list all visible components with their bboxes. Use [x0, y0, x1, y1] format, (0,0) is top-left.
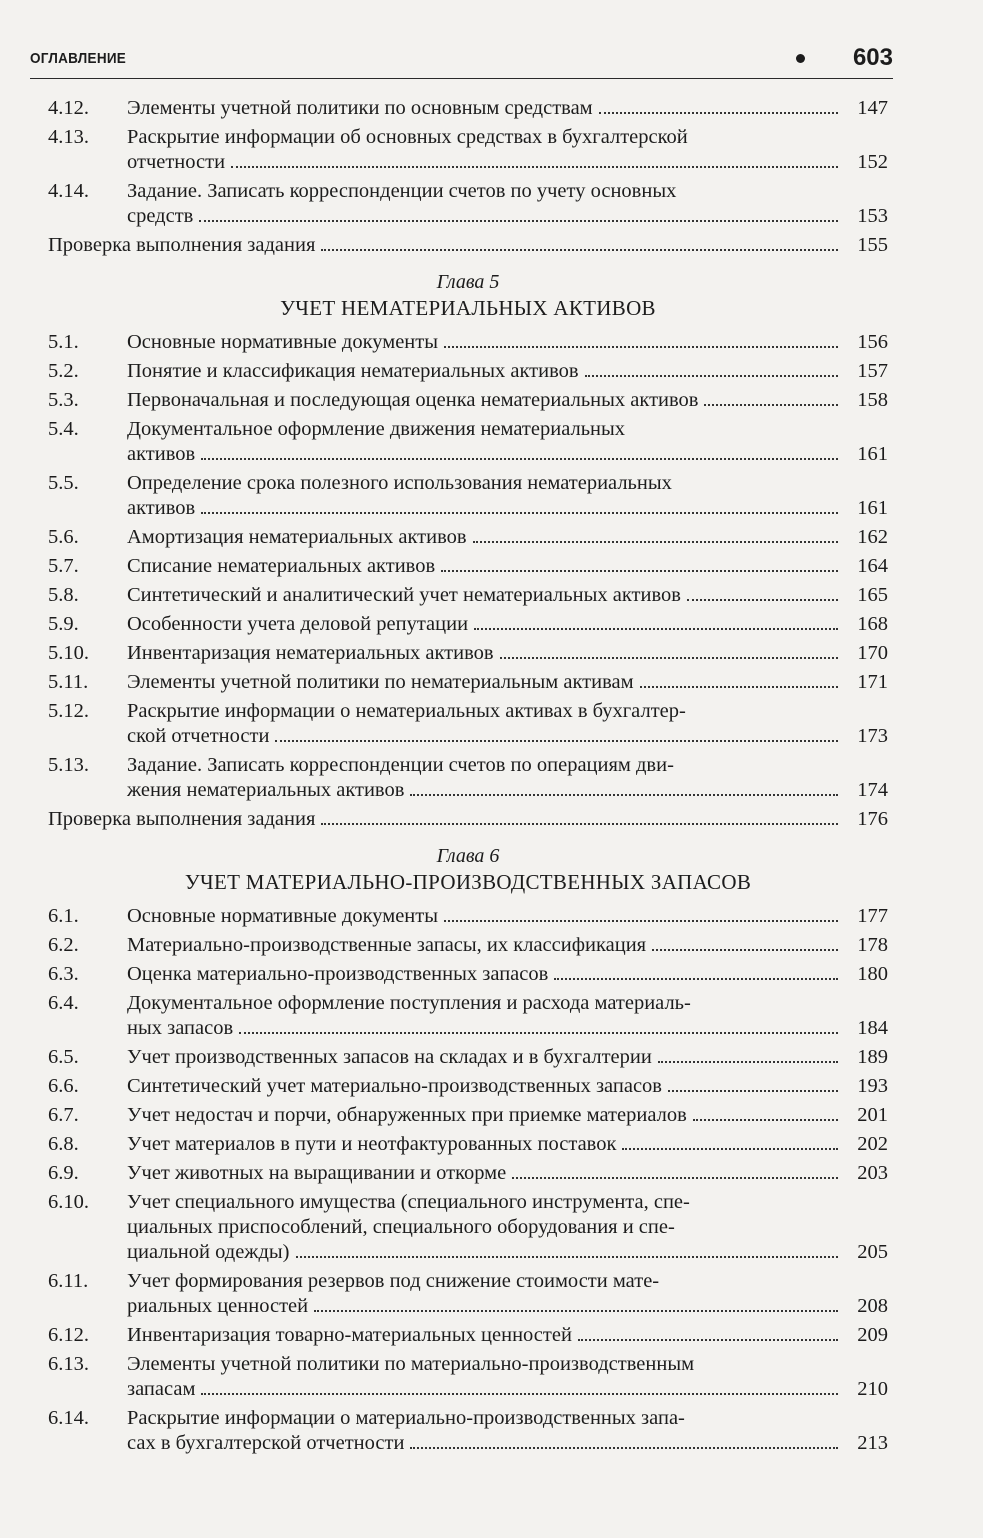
toc-entry[interactable] [48, 583, 888, 608]
dot-leader [321, 823, 838, 825]
entry-text [127, 1045, 842, 1070]
dot-leader [578, 1339, 838, 1341]
entry-line [127, 904, 842, 929]
toc-entry[interactable] [48, 1045, 888, 1070]
entry-page: 156 [857, 331, 888, 353]
toc-entry[interactable] [48, 962, 888, 987]
entry-line [127, 1406, 842, 1431]
entry-line [127, 496, 842, 521]
toc-entry[interactable] [48, 612, 888, 637]
entry-line [127, 778, 842, 803]
entry-line [127, 1074, 842, 1099]
dot-leader [410, 1447, 838, 1449]
toc-entry[interactable] [48, 1190, 888, 1265]
dot-leader [554, 978, 838, 980]
entry-line [127, 1352, 842, 1377]
entry-line-text: Инвентаризация нематериальных активов [127, 642, 494, 664]
entry-line-text: Раскрытие информации о нематериальных активах в бухгалтер- [127, 700, 686, 722]
toc-entry[interactable] [48, 233, 888, 258]
entry-text [127, 96, 842, 121]
entry-line-text: Учет формирования резервов под снижение стоимости мате- [127, 1270, 660, 1292]
entry-line-text: Основные нормативные документы [127, 905, 439, 927]
dot-leader [201, 458, 838, 460]
entry-line [127, 1377, 842, 1402]
entry-line-text: риальных ценностей [127, 1295, 309, 1317]
entry-page: 152 [857, 151, 888, 173]
entry-line-text: Учет недостач и порчи, обнаруженных при приемке материалов [127, 1104, 687, 1126]
entry-line [127, 471, 842, 496]
toc-entry[interactable] [48, 330, 888, 355]
entry-line-text: Элементы учетной политики по основным средствам [127, 97, 593, 119]
entry-line [127, 1190, 842, 1215]
dot-leader [239, 1032, 838, 1034]
entry-page: 208 [857, 1295, 888, 1317]
entry-text [127, 1161, 842, 1186]
entry-page: 153 [857, 205, 888, 227]
entry-number: 6.14. [48, 1407, 89, 1429]
entry-line [48, 807, 842, 832]
entry-line [127, 150, 842, 175]
dot-leader [201, 1393, 838, 1395]
entry-page: 176 [857, 808, 888, 830]
entry-line-text: Синтетический учет материально-производственных запасов [127, 1075, 662, 1097]
entry-text [127, 612, 842, 637]
dot-leader [441, 570, 838, 572]
entry-text [127, 1103, 842, 1128]
entry-text [127, 417, 842, 467]
entry-page: 209 [857, 1324, 888, 1346]
entry-number: 5.10. [48, 642, 89, 664]
entry-line-text: средств [127, 205, 194, 227]
entry-line-text: Задание. Записать корреспонденции счетов по операциям дви- [127, 754, 674, 776]
entry-line-text: Особенности учета деловой репутации [127, 613, 469, 635]
toc-entry[interactable] [48, 1323, 888, 1348]
entry-page: 157 [857, 360, 888, 382]
entry-line-text: Документальное оформление движения нематериальных [127, 418, 626, 440]
toc-entry[interactable] [48, 1406, 888, 1456]
entry-number: 5.12. [48, 700, 89, 722]
entry-line [127, 96, 842, 121]
entry-page: 180 [857, 963, 888, 985]
entry-text [127, 670, 842, 695]
entry-line-text: Проверка выполнения задания [48, 808, 316, 830]
entry-page: 184 [857, 1017, 888, 1039]
entry-line [127, 1323, 842, 1348]
toc-entry[interactable] [48, 904, 888, 929]
dot-leader [231, 166, 838, 168]
entry-line [127, 388, 842, 413]
entry-number: 6.9. [48, 1162, 79, 1184]
entry-line-text: Оценка материально-производственных запасов [127, 963, 549, 985]
entry-text [127, 991, 842, 1041]
entry-page: 203 [857, 1162, 888, 1184]
dot-leader [410, 794, 838, 796]
entry-line [127, 442, 842, 467]
entry-line-text: активов [127, 443, 196, 465]
entry-line-text: Раскрытие информации об основных средствах в бухгалтерской [127, 126, 688, 148]
entry-number: 6.10. [48, 1191, 89, 1213]
entry-line [127, 724, 842, 749]
dot-leader [640, 686, 838, 688]
dot-leader [296, 1256, 839, 1258]
entry-page: 170 [857, 642, 888, 664]
entry-line [127, 1240, 842, 1265]
entry-text [127, 330, 842, 355]
dot-leader [444, 346, 838, 348]
entry-text [127, 388, 842, 413]
toc-entry[interactable] [48, 641, 888, 666]
entry-line-text: запасам [127, 1378, 196, 1400]
entry-line [127, 204, 842, 229]
chapter-title: УЧЕТ МАТЕРИАЛЬНО-ПРОИЗВОДСТВЕННЫХ ЗАПАСОВ [184, 870, 752, 894]
dot-leader [658, 1061, 838, 1063]
toc-entry[interactable] [48, 1269, 888, 1319]
entry-page: 171 [857, 671, 888, 693]
entry-line [127, 991, 842, 1016]
entry-line-text: активов [127, 497, 196, 519]
entry-number: 6.7. [48, 1104, 79, 1126]
entry-line [127, 525, 842, 550]
toc-entry[interactable] [48, 554, 888, 579]
entry-number: 5.4. [48, 418, 79, 440]
toc-entry[interactable] [48, 96, 888, 121]
dot-leader [201, 512, 838, 514]
dot-leader [473, 541, 838, 543]
entry-line-text: Инвентаризация товарно-материальных ценностей [127, 1324, 572, 1346]
entry-page: 174 [857, 779, 888, 801]
entry-number: 4.12. [48, 97, 89, 119]
entry-line-text: Документальное оформление поступления и расхода материаль- [127, 992, 691, 1014]
entry-number: 5.6. [48, 526, 79, 548]
entry-line [127, 1132, 842, 1157]
entry-line [127, 583, 842, 608]
entry-text [127, 583, 842, 608]
entry-text [48, 807, 842, 832]
bullet-icon [796, 54, 805, 63]
chapter-label: Глава 6 [436, 845, 500, 867]
toc-entry[interactable] [48, 670, 888, 695]
entry-line [127, 933, 842, 958]
entry-number: 5.8. [48, 584, 79, 606]
entry-number: 5.11. [48, 671, 89, 693]
entry-line [127, 1294, 842, 1319]
entry-line-text: жения нематериальных активов [127, 779, 405, 801]
entry-number: 6.1. [48, 905, 79, 927]
entry-text [127, 125, 842, 175]
entry-page: 173 [857, 725, 888, 747]
entry-line [127, 1045, 842, 1070]
entry-number: 6.13. [48, 1353, 89, 1375]
entry-number: 5.1. [48, 331, 79, 353]
toc-entry[interactable] [48, 388, 888, 413]
entry-text [127, 962, 842, 987]
toc-entry[interactable] [48, 991, 888, 1041]
entry-page: 205 [857, 1241, 888, 1263]
entry-line [127, 417, 842, 442]
entry-line [127, 330, 842, 355]
entry-line [127, 641, 842, 666]
dot-leader [444, 920, 838, 922]
entry-line-text: отчетности [127, 151, 226, 173]
entry-page: 168 [857, 613, 888, 635]
toc-entry[interactable] [48, 1161, 888, 1186]
dot-leader [687, 599, 838, 601]
entry-number: 5.2. [48, 360, 79, 382]
entry-line [127, 554, 842, 579]
dot-leader [652, 949, 838, 951]
toc-entry[interactable] [48, 753, 888, 803]
entry-line-text: Задание. Записать корреспонденции счетов по учету основных [127, 180, 677, 202]
dot-leader [275, 740, 838, 742]
dot-leader [622, 1148, 838, 1150]
entry-page: 210 [857, 1378, 888, 1400]
toc-entry[interactable] [48, 525, 888, 550]
toc-entry[interactable] [48, 179, 888, 229]
entry-text [127, 904, 842, 929]
toc-entry[interactable] [48, 359, 888, 384]
entry-text [127, 1190, 842, 1265]
entry-line-text: Амортизация нематериальных активов [127, 526, 467, 548]
dot-leader [585, 375, 838, 377]
entry-text [48, 233, 842, 258]
toc-entry[interactable] [48, 807, 888, 832]
page-header [30, 44, 893, 79]
dot-leader [704, 404, 838, 406]
dot-leader [693, 1119, 838, 1121]
entry-number: 5.9. [48, 613, 79, 635]
dot-leader [668, 1090, 838, 1092]
entry-line-text: сах в бухгалтерской отчетности [127, 1432, 405, 1454]
entry-line [127, 359, 842, 384]
entry-line [127, 1103, 842, 1128]
entry-number: 6.12. [48, 1324, 89, 1346]
entry-page: 193 [857, 1075, 888, 1097]
entry-line-text: ных запасов [127, 1017, 234, 1039]
entry-number: 4.13. [48, 126, 89, 148]
entry-line-text: Элементы учетной политики по нематериальным активам [127, 671, 634, 693]
entry-number: 5.7. [48, 555, 79, 577]
entry-number: 6.4. [48, 992, 79, 1014]
toc-entry[interactable] [48, 1074, 888, 1099]
dot-leader [474, 628, 838, 630]
entry-text [127, 641, 842, 666]
entry-number: 6.6. [48, 1075, 79, 1097]
table-of-contents [48, 96, 888, 1460]
toc-entry[interactable] [48, 1103, 888, 1128]
entry-page: 177 [857, 905, 888, 927]
toc-entry[interactable] [48, 471, 888, 521]
entry-page: 165 [857, 584, 888, 606]
entry-page: 164 [857, 555, 888, 577]
entry-line-text: ской отчетности [127, 725, 270, 747]
entry-line [127, 1016, 842, 1041]
toc-entry[interactable] [48, 1352, 888, 1402]
entry-line-text: Списание нематериальных активов [127, 555, 436, 577]
entry-text [127, 525, 842, 550]
running-head-title: ОГЛАВЛЕНИЕ [30, 50, 127, 67]
entry-page: 161 [857, 443, 888, 465]
entry-line-text: Первоначальная и последующая оценка нематериальных активов [127, 389, 699, 411]
entry-line-text: Основные нормативные документы [127, 331, 439, 353]
entry-number: 5.5. [48, 472, 79, 494]
entry-number: 6.8. [48, 1133, 79, 1155]
entry-number: 6.3. [48, 963, 79, 985]
entry-line [127, 125, 842, 150]
entry-line [127, 179, 842, 204]
entry-line-text: Элементы учетной политики по материально-производственным [127, 1353, 695, 1375]
entry-page: 161 [857, 497, 888, 519]
entry-text [127, 1132, 842, 1157]
entry-line-text: Проверка выполнения задания [48, 234, 316, 256]
entry-text [127, 1406, 842, 1456]
entry-text [127, 933, 842, 958]
entry-page: 155 [857, 234, 888, 256]
entry-text [127, 1352, 842, 1402]
entry-page: 189 [857, 1046, 888, 1068]
entry-line-text: Учет специального имущества (специального инструмента, спе- [127, 1191, 690, 1213]
entry-number: 6.11. [48, 1270, 89, 1292]
entry-text [127, 554, 842, 579]
entry-number: 6.2. [48, 934, 79, 956]
chapter-label: Глава 5 [436, 271, 500, 293]
dot-leader [199, 220, 838, 222]
toc-entry[interactable] [48, 933, 888, 958]
dot-leader [321, 249, 838, 251]
entry-line-text: Раскрытие информации о материально-производственных запа- [127, 1407, 685, 1429]
entry-line [127, 753, 842, 778]
entry-number: 6.5. [48, 1046, 79, 1068]
entry-line-text: Синтетический и аналитический учет нематериальных активов [127, 584, 681, 606]
entry-line [127, 1269, 842, 1294]
entry-page: 178 [857, 934, 888, 956]
entry-line [48, 233, 842, 258]
toc-entry[interactable] [48, 125, 888, 175]
entry-line-text: Понятие и классификация нематериальных активов [127, 360, 579, 382]
dot-leader [314, 1310, 838, 1312]
entry-line-text: циальных приспособлений, специального оборудования и спе- [127, 1216, 675, 1238]
entry-number: 5.13. [48, 754, 89, 776]
dot-leader [512, 1177, 838, 1179]
entry-page: 147 [857, 97, 888, 119]
toc-entry[interactable] [48, 699, 888, 749]
dot-leader [599, 112, 838, 114]
entry-line [127, 699, 842, 724]
chapter-title: УЧЕТ НЕМАТЕРИАЛЬНЫХ АКТИВОВ [280, 296, 656, 320]
entry-line [127, 1161, 842, 1186]
toc-entry[interactable] [48, 1132, 888, 1157]
entry-text [127, 179, 842, 229]
entry-text [127, 471, 842, 521]
dot-leader [500, 657, 838, 659]
entry-line-text: Учет производственных запасов на складах и в бухгалтерии [127, 1046, 652, 1068]
entry-line [127, 612, 842, 637]
entry-page: 202 [857, 1133, 888, 1155]
entry-line-text: циальной одежды) [127, 1241, 290, 1263]
entry-text [127, 1323, 842, 1348]
entry-page: 158 [857, 389, 888, 411]
entry-number: 4.14. [48, 180, 89, 202]
entry-line-text: Определение срока полезного использования нематериальных [127, 472, 672, 494]
entry-text [127, 1269, 842, 1319]
entry-line-text: Учет материалов в пути и неотфактурованных поставок [127, 1133, 617, 1155]
page-number: 603 [852, 44, 893, 71]
entry-line [127, 670, 842, 695]
entry-line [127, 1215, 842, 1240]
entry-text [127, 1074, 842, 1099]
entry-line-text: Учет животных на выращивании и откорме [127, 1162, 507, 1184]
entry-text [127, 699, 842, 749]
entry-number: 5.3. [48, 389, 79, 411]
entry-page: 201 [857, 1104, 888, 1126]
entry-text [127, 753, 842, 803]
toc-entry[interactable] [48, 417, 888, 467]
entry-line [127, 1431, 842, 1456]
entry-page: 162 [857, 526, 888, 548]
entry-line [127, 962, 842, 987]
entry-page: 213 [857, 1432, 888, 1454]
entry-line-text: Материально-производственные запасы, их классификация [127, 934, 647, 956]
entry-text [127, 359, 842, 384]
